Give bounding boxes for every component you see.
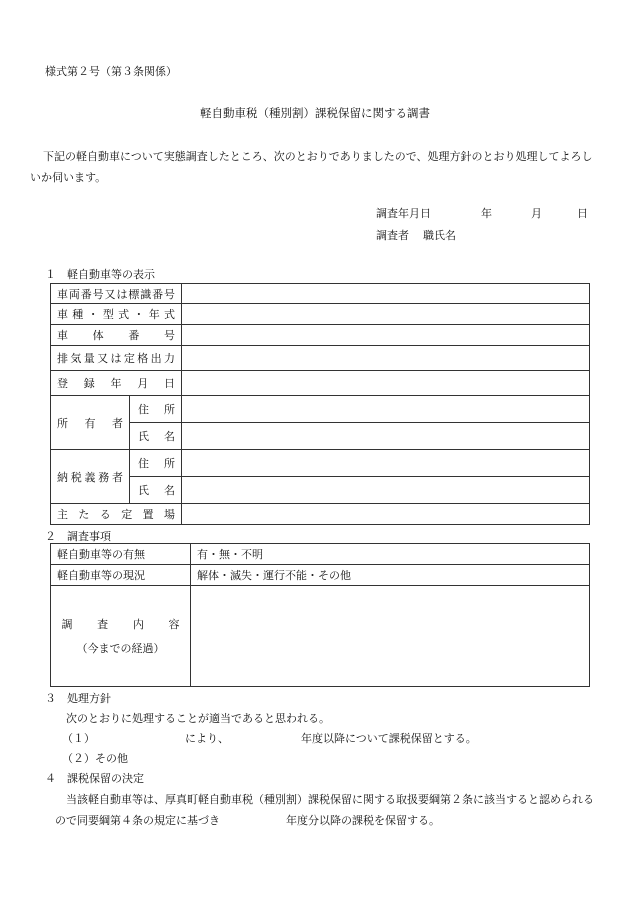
policy-item1-reason: により、 [185, 732, 229, 745]
section3-heading: ３ 処理方針 [45, 692, 111, 705]
document-title: 軽自動車税（種別割）課税保留に関する調書 [200, 106, 430, 120]
storage-location-label: 主たる定置場 [51, 504, 182, 525]
table-row [51, 544, 590, 565]
table-row [51, 565, 590, 586]
vehicle-type-value[interactable] [182, 304, 590, 325]
taxpayer-name-value[interactable] [182, 477, 590, 504]
storage-location-value[interactable] [182, 504, 590, 525]
displacement-label: 排気量又は定格出力 [51, 346, 182, 371]
investigation-day-label: 日 [577, 207, 588, 220]
vehicle-info-table [50, 283, 590, 525]
section4-heading: ４ 課税保留の決定 [45, 772, 144, 785]
taxpayer-name-label: 氏名 [130, 477, 182, 504]
policy-item2: （２）その他 [62, 752, 128, 765]
status-options[interactable]: 解体・滅失・運行不能・その他 [191, 565, 590, 586]
table-row [51, 304, 590, 325]
registration-date-value[interactable] [182, 371, 590, 396]
table-row [51, 371, 590, 396]
decision-paragraph: 当該軽自動車等は、厚真町軽自動車税（種別割）課税保留に関する取扱要綱第２条に該当すると認められるので同要綱第４条の規定に基づき 年度分以降の課税を保留する。 [55, 793, 594, 827]
investigation-table [50, 543, 590, 687]
investigation-date-label: 調査年月日 [376, 207, 431, 220]
registration-date-label: 登録年月日 [51, 371, 182, 396]
taxpayer-label: 納税義務者 [51, 450, 130, 504]
policy-item1-number: （１） [62, 732, 95, 745]
displacement-value[interactable] [182, 346, 590, 371]
table-row [51, 325, 590, 346]
vehicle-type-label: 車種・型式・年式 [51, 304, 182, 325]
existence-label: 軽自動車等の有無 [51, 544, 191, 565]
vehicle-number-label: 車両番号又は標識番号 [51, 284, 182, 304]
section1-heading: １ 軽自動車等の表示 [45, 268, 155, 281]
staff-name-label: 職氏名 [423, 229, 456, 242]
table-row [51, 586, 590, 687]
vehicle-number-value[interactable] [182, 284, 590, 304]
owner-address-value[interactable] [182, 396, 590, 423]
investigation-month-label: 月 [531, 207, 542, 220]
table-row [51, 396, 590, 423]
table-row [51, 477, 590, 504]
taxpayer-address-value[interactable] [182, 450, 590, 477]
owner-name-value[interactable] [182, 423, 590, 450]
owner-address-label: 住所 [130, 396, 182, 423]
form-number: 様式第２号（第３条関係） [45, 65, 177, 78]
table-row [51, 346, 590, 371]
intro-paragraph: 下記の軽自動車について実態調査したところ、次のとおりでありましたので、処理方針のとおり処理してよろしいか伺います。 [30, 150, 593, 184]
status-label: 軽自動車等の現況 [51, 565, 191, 586]
content-value[interactable] [191, 586, 590, 687]
owner-name-label: 氏名 [130, 423, 182, 450]
taxpayer-address-label: 住所 [130, 450, 182, 477]
policy-item1-suffix: 年度以降について課税保留とする。 [301, 732, 477, 745]
chassis-number-label: 車体番号 [51, 325, 182, 346]
owner-label: 所有者 [51, 396, 130, 450]
investigator-label: 調査者 [376, 229, 409, 242]
table-row [51, 423, 590, 450]
chassis-number-value[interactable] [182, 325, 590, 346]
section2-heading: ２ 調査事項 [45, 530, 111, 543]
content-label: 調査内容 [61, 618, 180, 631]
investigation-year-label: 年 [481, 207, 492, 220]
policy-statement: 次のとおりに処理することが適当であると思われる。 [66, 712, 330, 725]
existence-options[interactable]: 有・無・不明 [191, 544, 590, 565]
table-row [51, 284, 590, 304]
table-row [51, 504, 590, 525]
table-row [51, 450, 590, 477]
content-label-cell [51, 586, 191, 687]
content-sub-label: （今までの経過） [76, 642, 165, 655]
